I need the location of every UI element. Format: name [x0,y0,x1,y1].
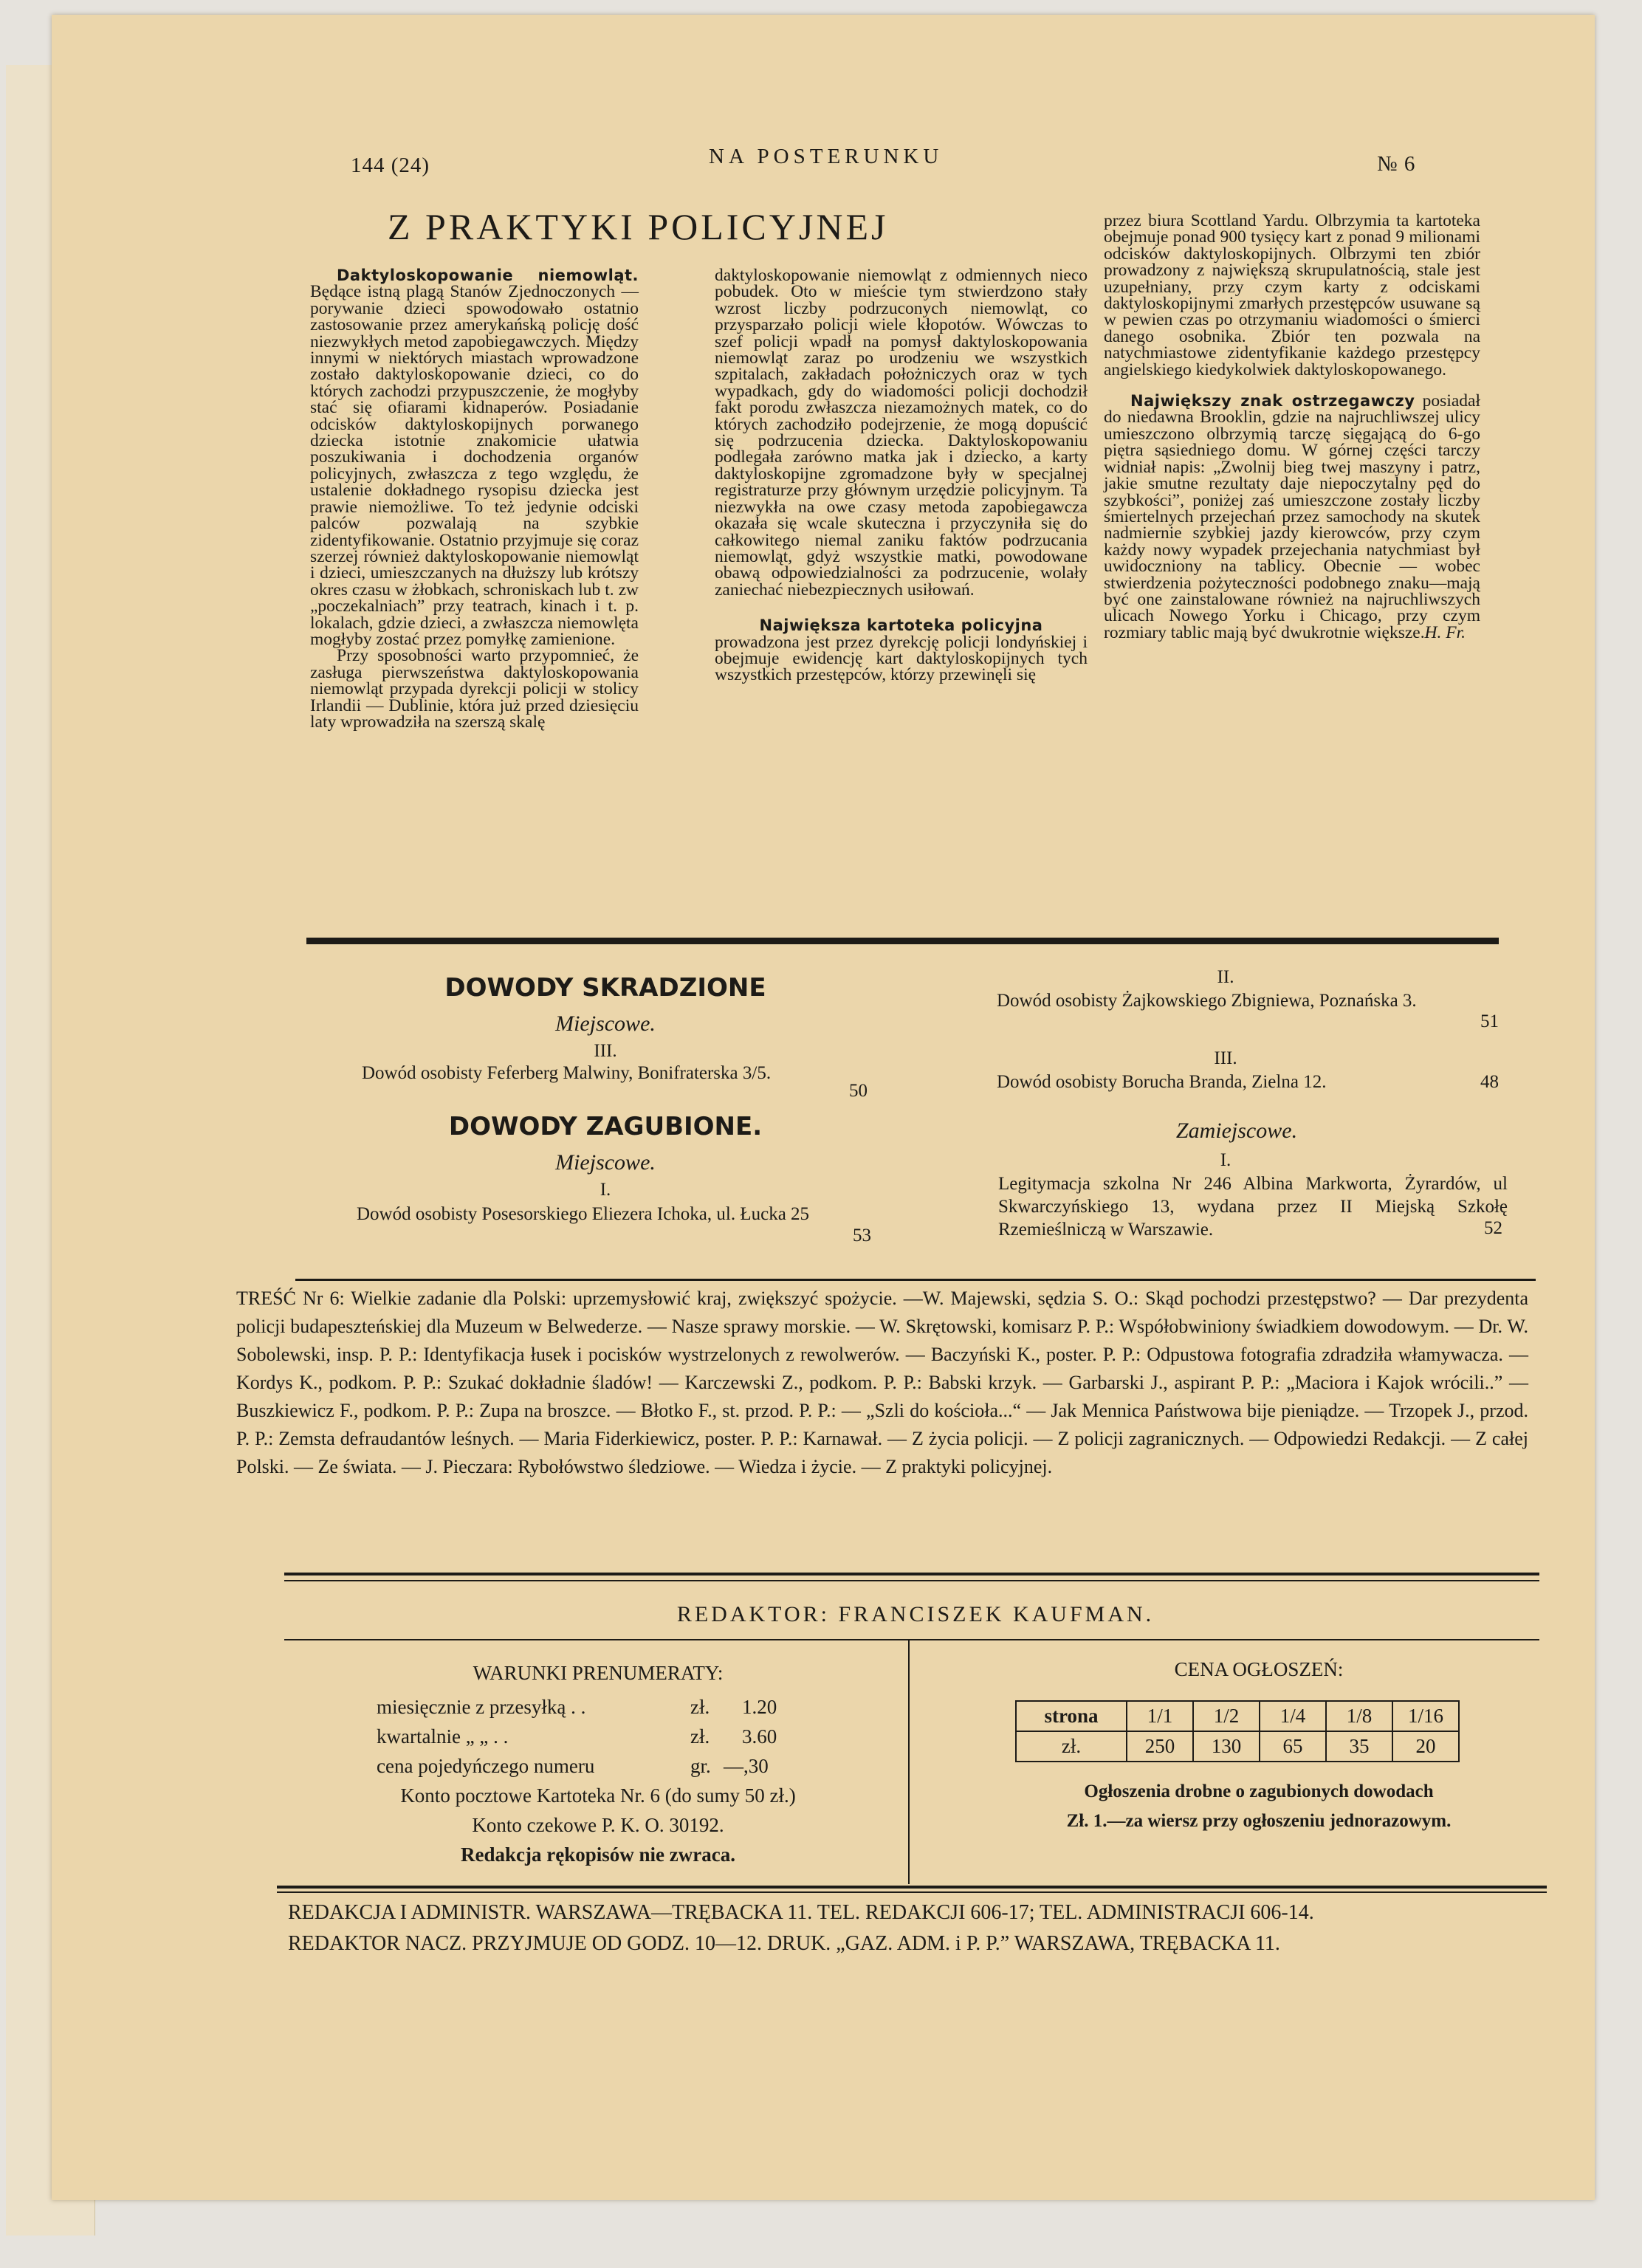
table-cell: 1/8 [1326,1701,1392,1731]
page-number: 144 (24) [351,154,430,177]
row-value: 3.60 [742,1725,777,1748]
table-cell: 65 [1260,1731,1326,1762]
issue-number: № 6 [1377,152,1416,176]
row-label: cena pojedyńczego numeru [377,1755,595,1777]
footer [288,1897,1558,1959]
stolen-docs-title: DOWODY SKRADZIONE [444,973,766,1003]
paragraph-text: Przy sposobności warto przypomnieć, że zasługa pierwszeństwa daktyloskopowania niemowląt przypada dyrekcji policji w stolicy Irlandii — Dublinie, która już przed dziesięciu laty wprowadziła na szerszą skalę [310,646,639,732]
right-entry-4-number: 52 [1484,1218,1502,1238]
table-cell: 130 [1193,1731,1260,1762]
journal-title: NA POSTERUNKU [709,145,944,168]
subscription-title: WARUNKI PRENUMERATY: [473,1662,724,1684]
right-roman-4: I. [1220,1150,1232,1170]
paragraph [1104,213,1480,378]
rule-top-a [284,1573,1539,1575]
article-column-2 [715,267,1088,684]
section-rule [306,938,1499,944]
table-cell: strona [1016,1701,1127,1731]
rule-bottom-b [277,1891,1547,1893]
table-cell: 1/2 [1193,1701,1260,1731]
row-label: miesięcznie z przesyłką . . [377,1696,586,1718]
lost-entry [294,1203,877,1226]
right-roman-3: III. [1214,1048,1237,1068]
row-unit: zł. [690,1696,710,1718]
right-entry-4 [998,1172,1508,1241]
subscription-row [288,1722,908,1751]
article-column-1 [310,267,639,730]
subheading: Daktyloskopowanie niemowląt. [337,267,639,284]
paragraph [310,647,639,730]
postal-account: Konto pocztowe Kartoteka Nr. 6 (do sumy 50 zł.) [400,1784,796,1807]
entry-text: Legitymacja szkolna Nr 246 Albina Markworta, Żyrardów, ul Skwarczyńskiego 13, wydana przez II Miejską Szkołę Rzemieślniczą w Warszawie. [998,1174,1508,1240]
ad-prices-box [982,1654,1536,1832]
row-label: kwartalnie „ „ . . [377,1725,509,1748]
rule-top-b [284,1580,1539,1581]
lost-entry-number: 53 [853,1226,871,1245]
table-cell: 1/1 [1127,1701,1193,1731]
stolen-entry [299,1063,882,1084]
ad-note-2: Zł. 1.—za wiersz przy ogłoszeniu jednorazowym. [1066,1811,1452,1831]
subheading: Największa kartoteka policyjna [759,616,1043,635]
subscription-row [288,1751,908,1781]
ad-note-1: Ogłoszenia drobne o zagubionych dowodach [1084,1781,1434,1801]
table-row [1016,1701,1459,1731]
row-value: —,30 [724,1755,769,1777]
ad-prices-table [1015,1700,1460,1762]
table-cell: zł. [1016,1731,1127,1762]
table-cell: 250 [1127,1731,1193,1762]
article-column-3 [1104,213,1480,642]
paragraph [715,267,1088,598]
ad-prices-title: CENA OGŁOSZEŃ: [1174,1658,1344,1680]
rule-bottom-a [277,1886,1547,1889]
rule-mid [284,1639,1539,1640]
stolen-local-label: Miejscowe. [555,1011,656,1036]
paragraph [715,634,1088,684]
right-entry-2-number: 51 [1480,1011,1499,1031]
editor-line: REDAKTOR: FRANCISZEK KAUFMAN. [676,1602,1155,1626]
subscription-box [288,1654,908,1869]
table-cell: 1/16 [1392,1701,1459,1731]
signature: H. Fr. [1424,623,1466,643]
footer-line-2: REDAKTOR NACZ. PRZYJMUJE OD GODZ. 10—12. DRUK. „GAZ. ADM. i P. P.” WARSZAWA, TRĘBACKA 11. [288,1932,1280,1955]
footer-line-1: REDAKCJA I ADMINISTR. WARSZAWA—TRĘBACKA 11. TEL. REDAKCJI 606-17; TEL. ADMINISTRACJI 606-14. [288,1901,1314,1924]
table-cell: 20 [1392,1731,1459,1762]
subscription-row [288,1692,908,1722]
paragraph-text: daktyloskopowanie niemowląt z odmiennych nieco pobudek. Oto w mieście tym stwierdzono stały wzrost liczby podrzuconych niemowląt, co przysparzało policji wiele kłopotów. Wówczas to szef policji wpadł na pomysł daktyloskopowania niemowląt zaraz po urodzeniu we wszystkich szpitalach, zakładach położniczych oraz w tych wypadkach, gdy do wiadomości policji dochodził fakt porodu zwłaszcza niezamożnych matek, co do których zachodziło podejrzenie, że mogą dopuścić się podrzucenia dziecka. Daktyloskopowaniu podlegała zarówno matka jak i dziecko, a karty daktyloskopijne zgromadzone były w specjalnej registraturze przy głównym urzędzie policyjnym. Ta niezwykła na owe czasy metoda zapobiegawcza okazała się wcale skuteczna i przyczyniła się do całkowitego niemal zaniku faktów podrzucania niemowląt, gdyż wszystkie matki, powodowane obawą odpowiedzialności za podrzucenie, wolały zaniechać niebezpiecznych usiłowań. [715,266,1088,599]
row-value: 1.20 [742,1696,777,1718]
paragraph-text: Będące istną plagą Stanów Zjednoczonych — porywanie dzieci spowodowało ostatnio zastosowanie przez amerykańską policję dość niezwykłych metod zapobiegawczych. Między innymi w niektórych miastach wprowadzone zostało daktyloskopowanie dzieci, co do których zachodzi przypuszczenie, że mogłyby stać się ofiarami kidnaperów. Posiadanie odcisków daktyloskopijnych porwanego dziecka istotnie znakomicie ułatwia poszukiwania i dochodzenia organów policyjnych, zwłaszcza z tego względu, że ustalenie dokładnego rysopisu dziecka jest prawie niemożliwe. To też jedynie odciski palców pozwalają na szybkie zidentyfikowanie. Ostatnio przyjmuje się coraz szerzej również daktyloskopowanie niemowląt i dzieci, umieszczanych na dłuższy lub krótszy okres czasu w żłobkach, schroniskach lub t. zw „poczekalniach” przy teatrach, kinach i t. p. lokalach, gdzie dzieci, a zwłaszcza niemowlęta mogłyby zostać przez pomyłkę zamienione. [310,282,639,649]
right-entry-2 [938,989,1506,1013]
table-row [1016,1731,1459,1762]
row-unit: zł. [690,1725,710,1748]
entry-text: Dowód osobisty Posesorskiego Eliezera Ichoka, ul. Łucka 25 [357,1204,810,1224]
entry-text: Dowód osobisty Żajkowskiego Zbigniewa, Poznańska 3. [997,991,1417,1011]
lost-local-label: Miejscowe. [555,1150,656,1175]
check-account: Konto czekowe P. K. O. 30192. [472,1814,724,1836]
manuscripts-note: Redakcja rękopisów nie zwraca. [461,1843,735,1866]
lost-docs-title: DOWODY ZAGUBIONE. [448,1112,763,1141]
right-roman-2: II. [1217,967,1234,987]
subheading: Największy znak ostrzegawczy [1130,392,1415,410]
vertical-divider [908,1640,910,1884]
right-entry-3-number: 48 [1480,1072,1499,1092]
article-title: Z PRAKTYKI POLICYJNEJ [388,206,889,247]
stolen-roman: III. [594,1041,617,1061]
issue-contents: TREŚĆ Nr 6: Wielkie zadanie dla Polski: uprzemysłowić kraj, zwiększyć spożycie. —W. Majewski, sędzia S. O.: Skąd pochodzi przestępstwo? — Dar prezydenta policji budapeszteńskiej dla Muzeum w Belwederze. — Nasze sprawy morskie. — W. Skrętowski, komisarz P. P.: Współobwiniony świadkiem dowodowym. — Dr. W. Sobolewski, insp. P. P.: Identyfikacja łusek i pocisków wystrzelonych z rewolwerów. — Baczyński K., poster. P. P.: Odpustowa fotografia zdradziła włamywacza. — Kordys K., podkom. P. P.: Szukać dokładnie śladów! — Karczewski Z., podkom. P. P.: Babski krzyk. — Garbarski J., aspirant P. P.: „Maciora i Kajok wrócili..” — Buszkiewicz F., podkom. P. P.: Zupa na broszce. — Błotko F., st. przod. P. P.: — „Szli do kościoła...“ — Jak Mennica Państwowa bije pieniądze. — Trzopek J., przod. P. P.: Zemsta defraudantów leśnych. — Maria Fiderkiewicz, poster. P. P.: Karnawał. — Z życia policji. — Z policji zagranicznych. — Odpowiedzi Redakcji. — Z całej Polski. — Ze świata. — J. Pieczara: Rybołówstwo śledziowe. — Wiedza i życie. — Z praktyki policyjnej. [236,1288,1528,1477]
paragraph-text: posiadał do niedawna Brooklin, gdzie na najruchliwszej ulicy umieszczono olbrzymią tarczę sięgającą do 6-go piętra sąsiedniego domu. W górnej części tarczy widniał napis: „Zwolnij bieg twej maszyny i patrz, jakie smutne rezultaty daje niepoczytalny pęd do szybkości”, poniżej zaś umieszczone zostały liczby śmiertelnych przejechań przez samochody na skutek nadmiernie szybkiej jazdy kierowców, przy czym każdy nowy wypadek przejechania natychmiast był uwidoczniony na tablicy. Obecnie — wobec stwierdzenia pożyteczności podobnego znaku—mają być one zainstalowane również na najruchliwszych ulicach Nowego Yorku i Chicago, przy czym rozmiary tablic mają być dwukrotnie większe. [1104,391,1480,642]
table-cell: 1/4 [1260,1701,1326,1731]
paragraph-text: przez biura Scottland Yardu. Olbrzymia ta kartoteka obejmuje ponad 900 tysięcy kart z ponad 9 milionami odcisków daktyloskopijnych. Olbrzymi ten zbiór prowadzony z największą skrupulatnością, stale jest uzupełniany, przy czym karty z odciskami daktyloskopijnymi zmarłych przestępców usuwane są w pewien czas po otrzymaniu wiadomości o śmierci danego osobnika. Zbiór ten pozwala na natychmiastowe zidentyfikanie każdego przestępcy angielskiego kiedykolwiek daktyloskopowanego. [1104,211,1480,379]
table-cell: 35 [1326,1731,1392,1762]
right-entry-3: Dowód osobisty Borucha Branda, Zielna 12. [997,1072,1327,1092]
contents-rule [295,1279,1536,1281]
stolen-entry-number: 50 [849,1081,868,1101]
nonlocal-label: Zamiejscowe. [1175,1118,1298,1143]
paragraph-text: prowadzona jest przez dyrekcję policji londyńskiej i obejmuje ewidencję kart daktyloskopijnych tych wszystkich przestępców, którzy przewinęli się [715,632,1088,685]
lost-roman: I. [600,1180,611,1200]
row-unit: gr. [690,1755,711,1777]
paragraph [1104,393,1480,641]
paragraph [310,267,639,647]
entry-text: Dowód osobisty Feferberg Malwiny, Bonifraterska 3/5. [362,1063,772,1083]
